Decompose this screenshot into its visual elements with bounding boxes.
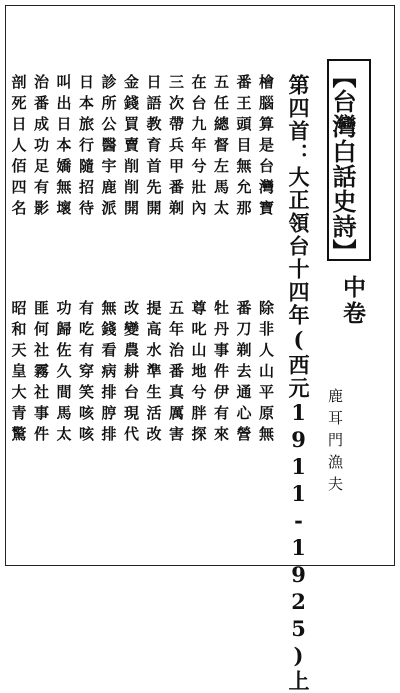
poem-column: 剖死日人佰四名	[9, 74, 28, 221]
poem-column: 除非人山平原無	[257, 300, 275, 447]
poem-column: 無錢看病排脝排	[99, 300, 118, 447]
poem-column: 提高水準生活改	[144, 300, 163, 447]
poem-column: 五任總督左馬太	[212, 74, 230, 221]
poem-column: 金錢買賣削削開	[122, 74, 140, 221]
poem-column: 昭和天皇大青驚	[9, 300, 28, 447]
poem-column: 尊叱山地兮胖探	[189, 300, 208, 447]
book-title: 【台灣白話史詩】	[328, 64, 356, 264]
chapter-heading: 第四首：大正領台十四年(西元1911-1925)上	[286, 74, 311, 693]
poem-column: 有吃有穿笑咳咳	[77, 300, 95, 447]
poem-column: 日本旅行隨招待	[77, 74, 95, 221]
poem-column: 番刀剃去通心營	[234, 300, 253, 447]
poem-column: 番王頭目無允那	[234, 74, 253, 221]
poem-column: 治番成功足有影	[32, 74, 50, 221]
poem-column: 三次帶兵甲番剃	[167, 74, 185, 221]
poem-column: 匪何社霧社事件	[32, 300, 50, 447]
volume-label: 中卷	[339, 275, 365, 327]
poem-column: 牡丹事件伊有來	[212, 300, 230, 447]
poem-column: 診所公醫宇鹿派	[99, 74, 118, 221]
poem-column: 叫出日本嬌無壞	[54, 74, 73, 221]
poem-column: 改變農耕台現代	[122, 300, 140, 447]
poem-column: 在台九年兮壯內	[189, 74, 208, 221]
poem-column: 五年治番真厲害	[167, 300, 185, 447]
poem-column: 檜腦算是台灣寶	[257, 74, 275, 221]
author-name: 鹿耳門漁夫	[326, 388, 344, 498]
poem-column: 日語教育首先開	[144, 74, 163, 221]
poem-column: 功歸佐久間馬太	[54, 300, 73, 447]
